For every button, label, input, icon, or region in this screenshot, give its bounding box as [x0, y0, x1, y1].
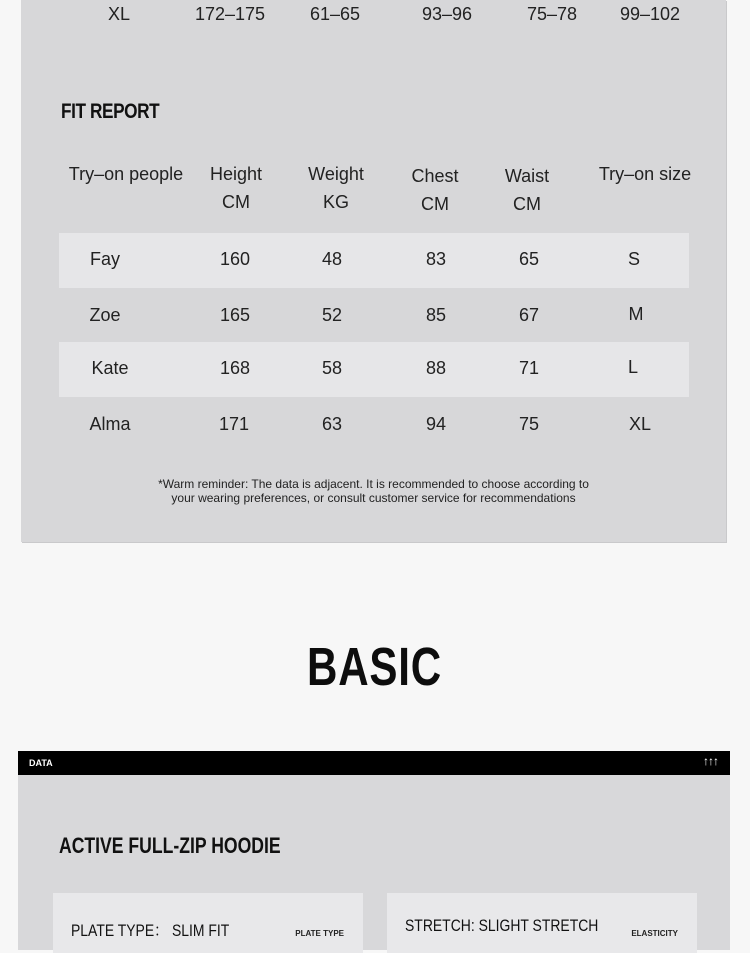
- size-row-xl: [21, 0, 726, 30]
- cell-size: M: [628, 304, 644, 324]
- size-chart-panel: [21, 0, 726, 542]
- size-cell: XL: [107, 4, 131, 24]
- size-cell: 99–102: [619, 4, 681, 24]
- plate-type-card: [53, 893, 363, 953]
- header-label: Weight: [308, 164, 364, 184]
- header-unit: CM: [421, 194, 449, 214]
- table-row: [59, 342, 689, 397]
- cell-size: L: [627, 357, 639, 377]
- warm-reminder: [21, 477, 726, 505]
- arrows-up-icon: ↑↑↑: [703, 754, 718, 768]
- cell-chest: 85: [425, 305, 447, 325]
- cell-weight: 63: [321, 414, 343, 434]
- cell-waist: 65: [518, 249, 540, 269]
- cell-name: Fay: [89, 249, 121, 269]
- cell-name: Kate: [91, 358, 129, 378]
- header-label: Waist: [504, 166, 550, 186]
- cell-weight: 52: [321, 305, 343, 325]
- product-data-panel: [18, 775, 730, 950]
- size-cell: 75–78: [526, 4, 578, 24]
- cell-height: 160: [219, 249, 251, 269]
- header-unit: CM: [513, 194, 541, 214]
- header-label: Try–on people: [68, 164, 184, 184]
- elasticity-card: [387, 893, 697, 953]
- cell-size: XL: [628, 414, 652, 434]
- cell-weight: 48: [321, 249, 343, 269]
- cell-chest: 88: [425, 358, 447, 378]
- header-weight: [308, 160, 364, 216]
- header-chest: [411, 162, 458, 218]
- header-try-on-size: [599, 160, 691, 188]
- header-label: Chest: [411, 166, 459, 186]
- header-label: Try–on size: [598, 164, 692, 184]
- header-height: [210, 160, 262, 216]
- cell-waist: 67: [518, 305, 540, 325]
- data-label: DATA: [29, 758, 53, 768]
- size-cell: 93–96: [421, 4, 473, 24]
- basic-heading: [0, 636, 750, 698]
- cell-name: Alma: [89, 414, 131, 434]
- header-waist: [505, 162, 549, 218]
- table-row: [59, 233, 689, 288]
- table-row: [59, 398, 689, 453]
- cell-name: Zoe: [89, 305, 121, 325]
- header-label: Height: [209, 164, 263, 184]
- plate-type-value: PLATE TYPE： SLIM FIT: [71, 921, 230, 940]
- plate-type-tag: PLATE TYPE: [295, 929, 344, 938]
- reminder-line: your wearing preferences, or consult customer service for recommendations: [171, 491, 576, 505]
- header-try-on-people: [69, 160, 183, 188]
- header-unit: CM: [222, 192, 250, 212]
- elasticity-value: STRETCH: SLIGHT STRETCH: [405, 916, 599, 935]
- reminder-line: *Warm reminder: The data is adjacent. It is recommended to choose according to: [158, 477, 589, 491]
- cell-chest: 94: [425, 414, 447, 434]
- table-row: [59, 289, 689, 344]
- cell-height: 165: [219, 305, 251, 325]
- cell-height: 171: [218, 414, 250, 434]
- cell-size: S: [627, 249, 641, 269]
- data-bar: [18, 751, 730, 775]
- size-cell: 61–65: [309, 4, 361, 24]
- fit-report-title: FIT REPORT: [61, 100, 160, 123]
- cell-waist: 75: [518, 414, 540, 434]
- cell-weight: 58: [321, 358, 343, 378]
- product-title: ACTIVE FULL-ZIP HOODIE: [59, 833, 281, 858]
- cell-waist: 71: [518, 358, 540, 378]
- cell-height: 168: [219, 358, 251, 378]
- size-cell: 172–175: [194, 4, 266, 24]
- elasticity-tag: ELASTICITY: [631, 929, 678, 938]
- cell-chest: 83: [425, 249, 447, 269]
- header-unit: KG: [322, 192, 350, 212]
- basic-heading-text: BASIC: [307, 637, 443, 697]
